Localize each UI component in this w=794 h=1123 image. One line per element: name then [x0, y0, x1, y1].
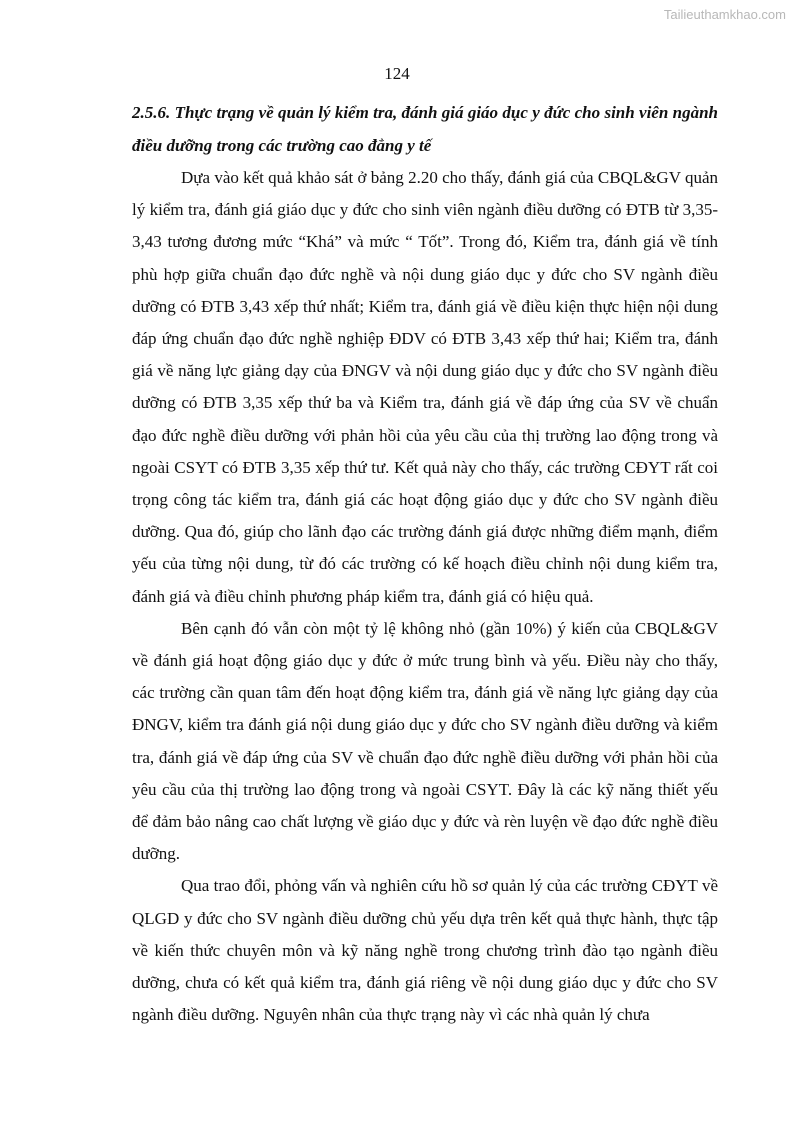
document-body [132, 96, 718, 1031]
page-number: 124 [384, 64, 410, 83]
watermark-text: Tailieuthamkhao.com [663, 7, 786, 22]
section-heading: 2.5.6. Thực trạng về quản lý kiểm tra, đánh giá giáo dục y đức cho sinh viên ngành điều dưỡng trong các trường cao đẳng y tế [132, 103, 718, 155]
paragraph-remaining-issues: Bên cạnh đó vẫn còn một tỷ lệ không nhỏ (gần 10%) ý kiến của CBQL&GV về đánh giá hoạt động giáo dục y đức ở mức trung bình và yếu. Điều này cho thấy, các trường cần quan tâm đến hoạt động kiểm tra, đánh giá về năng lực giảng dạy của ĐNGV, kiểm tra đánh giá nội dung giáo dục y đức cho SV ngành điều dưỡng và kiểm tra, đánh giá về đáp ứng của SV về chuẩn đạo đức nghề điều dưỡng với phản hồi của yêu cầu của thị trường lao động trong và ngoài CSYT. Đây là các kỹ năng thiết yếu để đảm bảo nâng cao chất lượng về giáo dục y đức và rèn luyện về đạo đức nghề điều dưỡng. [132, 618, 718, 864]
paragraph-survey-results: Dựa vào kết quả khảo sát ở bảng 2.20 cho thấy, đánh giá của CBQL&GV quản lý kiểm tra, đánh giá giáo dục y đức cho sinh viên ngành điều dưỡng có ĐTB từ 3,35- 3,43 tương đương mức “Khá” và mức “ Tốt”. Trong đó, Kiểm tra, đánh giá về tính phù hợp giữa chuẩn đạo đức nghề và nội dung giáo dục y đức cho SV ngành điều dưỡng có ĐTB 3,43 xếp thứ nhất; Kiểm tra, đánh giá về điều kiện thực hiện nội dung đáp ứng chuẩn đạo đức nghề nghiệp ĐDV có ĐTB 3,43 xếp thứ hai; Kiểm tra, đánh giá về năng lực giảng dạy của ĐNGV và nội dung giáo dục y đức cho SV ngành điều dưỡng có ĐTB 3,35 xếp thứ ba và Kiểm tra, đánh giá về đáp ứng của SV về chuẩn đạo đức nghề điều dưỡng với phản hồi của yêu cầu của thị trường lao động trong và ngoài CSYT có ĐTB 3,35 xếp thứ tư. Kết quả này cho thấy, các trường CĐYT rất coi trọng công tác kiểm tra, đánh giá các hoạt động giáo dục y đức cho SV ngành điều dưỡng. Qua đó, giúp cho lãnh đạo các trường đánh giá được những điểm mạnh, điểm yếu của từng nội dung, từ đó các trường có kế hoạch điều chỉnh nội dung kiểm tra, đánh giá và điều chỉnh phương pháp kiểm tra, đánh giá có hiệu quả. [132, 168, 718, 606]
paragraph-interviews: Qua trao đổi, phỏng vấn và nghiên cứu hồ sơ quản lý của các trường CĐYT về QLGD y đức cho SV ngành điều dưỡng chủ yếu dựa trên kết quả thực hành, thực tập về kiến thức chuyên môn và kỹ năng nghề trong chương trình đào tạo ngành điều dưỡng, chưa có kết quả kiểm tra, đánh giá riêng về nội dung giáo dục y đức cho SV ngành điều dưỡng. Nguyên nhân của thực trạng này vì các nhà quản lý chưa [132, 876, 718, 1025]
